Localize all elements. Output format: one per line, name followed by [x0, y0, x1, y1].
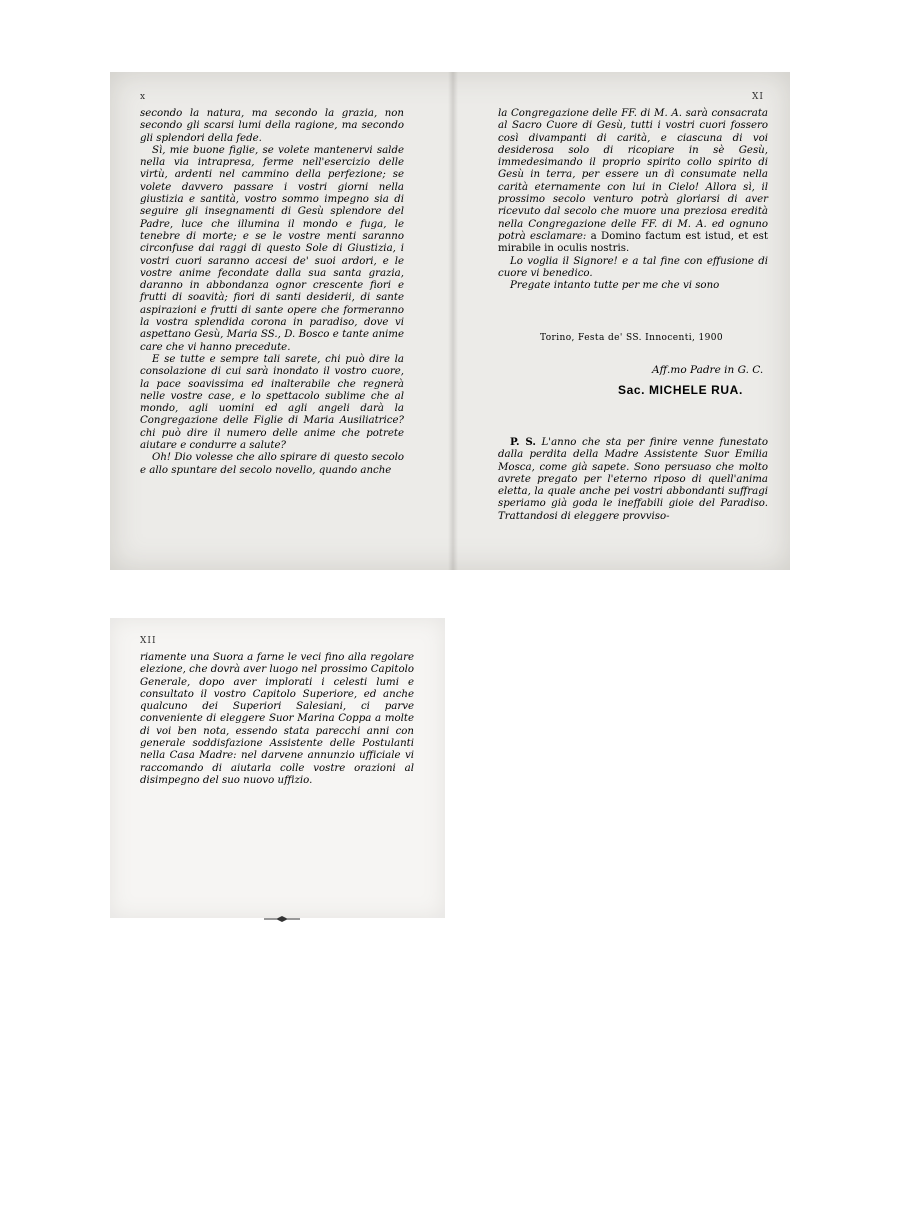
- page-xi-paragraph-2: Lo voglia il Signore! e a tal fine con effusione di cuore vi benedico.: [498, 255, 768, 279]
- page-x-paragraph: Sì, mie buone figlie, se volete mantenervi salde nella via intrapresa, ferme nell'esercizio delle virtù, ardenti nel cammino della perfezione; se volete davvero passare i vostri giorni nella giustizia e santità, vostro sommo impegno sia di seguire gli insegnamenti di Gesù splendore del Padre, luce che illumina il mondo e fuga, le tenebre di morte; e se le vostre menti saranno circonfuse dai raggi di questo Sole di Giustizia, i vostri cuori saranno accesi de' suoi ardori, e le vostre anime fecondate dalla sua santa grazia, daranno in abbondanza ognor crescente fiori e frutti di soavità; fiori di santi desiderii, di sante aspirazioni e frutti di sante opere che formeranno la vostra splendida corona in paradiso, dove vi aspettano Gesù, Maria SS., D. Bosco e tante anime care che vi hanno precedute.: [140, 144, 404, 353]
- page-number-x: x: [140, 92, 147, 102]
- page-x-paragraph: E se tutte e sempre tali sarete, chi può dire la consolazione di cui sarà inondato il vostro cuore, la pace soavissima ed inalterabile che regnerà nelle vostre case, e lo spettacolo sublime che al mondo, agli uomini ed agli angeli darà la Congregazione delle Figlie di Maria Ausiliatrice? chi può dire il numero delle anime che potrete aiutare e condurre a salute?: [140, 353, 404, 452]
- postscript-text: L'anno che sta per finire venne funestato dalla perdita della Madre Assistente Suor Emilia Mosca, come già sapete. Sono persuaso che molto avrete pregato per l'eterno riposo di quell'anima eletta, la quale anche pei vostri abbondanti suffragi speriamo già goda le ineffabili gioie del Paradiso. Trattandosi di eleggere provviso-: [498, 437, 768, 522]
- page-xii-text: [140, 652, 414, 787]
- page-xi-paragraph-1: la Congregazione delle FF. di M. A. sarà consacrata al Sacro Cuore di Gesù, tutti i vostri cuori fossero così divampanti di carità, e ciascuna di voi desiderosa solo di ricopiare in sè Gesù, immedesimando il proprio spirito collo spirito di Gesù in terra, per essere un dì consumate nella carità eternamente con lui in Cielo! Allora sì, il prossimo secolo venturo potrà gloriarsi di aver ricevuto dal secolo che muore una preziosa eredità nella Congregazione delle FF. di M. A. ed ognuno potrà esclamare:: [498, 108, 768, 242]
- latin-quote: a Domino factum est istud, et est mirabile in oculis nostris.: [498, 230, 768, 255]
- page-xi-text: [498, 108, 768, 292]
- closing-salutation: Aff.mo Padre in G. C.: [652, 364, 764, 376]
- page-xi-paragraph: [498, 108, 768, 256]
- postscript: [498, 436, 768, 523]
- page-number-xi: XI: [752, 92, 764, 102]
- ornament-rule: [262, 914, 302, 924]
- page-xii-paragraph: riamente una Suora a farne le veci fino alla regolare elezione, che dovrà aver luogo nel prossimo Capitolo Generale, dopo aver implorati i celesti lumi e consultato il vostro Capitolo Superiore, ed anche qualcuno dei Superiori Salesiani, ci parve conveniente di eleggere Suor Marina Coppa a molte di voi ben nota, essendo stata parecchi anni con generale soddisfazione Assistente delle Postulanti nella Casa Madre: nel darvene annunzio ufficiale vi raccomando di aiutarla colle vostre orazioni al disimpegno del suo nuovo uffizio.: [140, 652, 414, 786]
- page-x-paragraph: secondo la natura, ma secondo la grazia, non secondo gli scarsi lumi della ragione, ma secondo gli splendori della fede.: [140, 108, 404, 144]
- page-x-paragraph: Oh! Dio volesse che allo spirare di questo secolo e allo spuntare del secolo novello, quando anche: [140, 452, 404, 476]
- signature: Sac. MICHELE RUA.: [618, 383, 743, 397]
- book-gutter-shadow: [448, 72, 458, 570]
- postscript-label: P. S.: [510, 436, 536, 448]
- dateline: Torino, Festa de' SS. Innocenti, 1900: [540, 333, 724, 343]
- page-xi-paragraph-3: Pregate intanto tutte per me che vi sono: [510, 280, 720, 292]
- page-number-xii: XII: [140, 636, 157, 646]
- page-x-text: [140, 108, 404, 477]
